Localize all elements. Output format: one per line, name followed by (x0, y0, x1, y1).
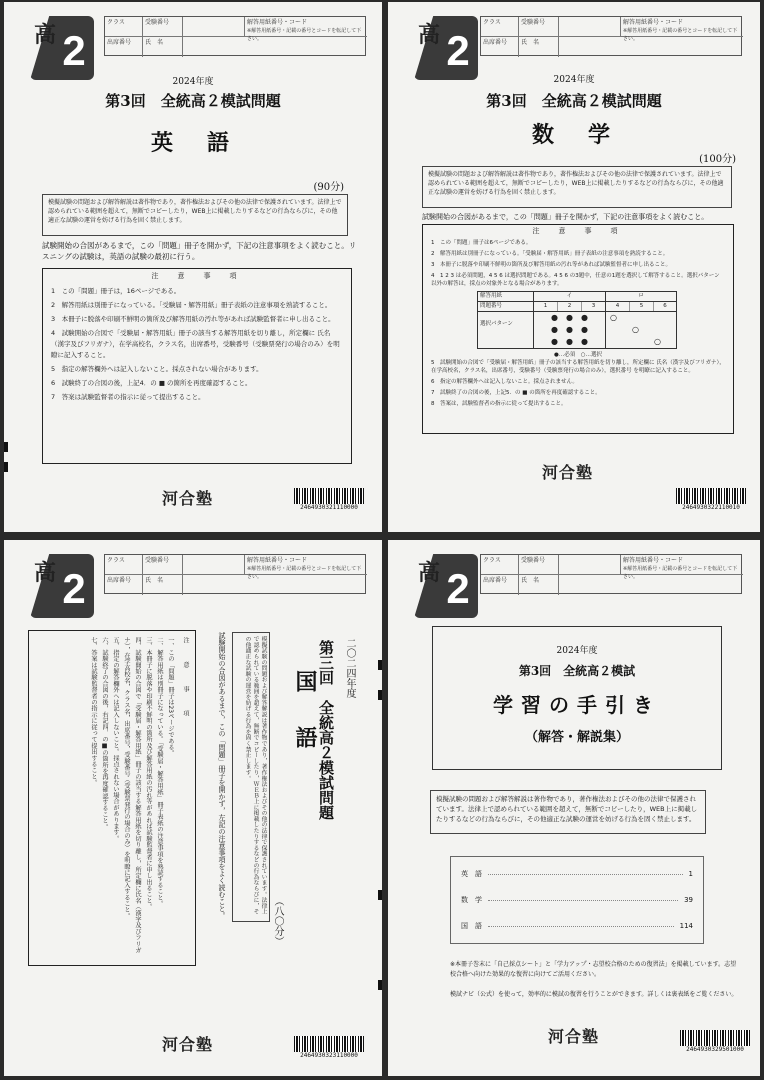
english-booklet-cover (4, 2, 382, 532)
barcode-bars (680, 1030, 750, 1046)
exam-no-field[interactable] (183, 555, 245, 575)
caution-item: 4 1 2 3 は必須問題，4 5 6 は選択問題である。4 5 6 の3題中，任意の1題を選択して解答すること。選択パターン以外の解答は，採点の対象外となる場合があります。 (431, 273, 720, 287)
barcode-number: 2464930329501000 (686, 1046, 744, 1053)
copyright-notice: 模擬試験の問題および解答解説は著作物であり，著作権法およびその他の法律で保護されています。法律上で認められている範囲を超えて，無断でコピーしたり，ＷＥＢ上に掲載したりするなどの行為ならびに，その他適正な試験の運営を妨げる行為を固く禁止します。 (232, 632, 270, 922)
time-limit: （八〇分） (272, 896, 283, 946)
binding-mark (4, 462, 8, 472)
grade-badge (414, 16, 478, 80)
barcode-bars (294, 488, 364, 504)
q-num: 4 (606, 302, 630, 311)
caution-item: 5 試験開始の合図で「受験届・解答用紙」冊子の該当する解答用紙を切り離し，所定欄に 氏名（漢字及びフリガナ），在学高校名，クラス名，出席番号，受験番号（受験票発行の場合のみ），選択番号 を明瞭に記入すること。 (431, 360, 725, 374)
barcode-bars (676, 488, 746, 504)
header-form (104, 16, 366, 56)
time-limit: (90分) (313, 182, 344, 193)
copyright-notice: 模擬試験の問題および解答解説は著作物であり，著作権法およびその他の法律で保護されています。法律上で認められている範囲を超えて，無断でコピーしたり，WEB上に掲載したりするなどの行為ならびに，その他適正な試験の運営を妨げる行為を固く禁止します。 (430, 790, 706, 834)
col-ro: ロ (638, 293, 644, 299)
copyright-notice: 模擬試験の問題および解答解説は著作物であり，著作権法およびその他の法律で保護されています。法律上で認められている範囲を超えて，無断でコピーしたり，WEB上に掲載したりするなどの行為ならびに，その他適正な試験の運営を妨げる行為を固く禁止します。 (422, 166, 732, 208)
question-header: 問題番号 (478, 302, 534, 311)
grade-number: 2 (446, 565, 470, 612)
caution-item: 1 この「問題」冊子は6ページである。 (431, 240, 532, 246)
code-note: ※解答用紙番号・記載の番号とコードを転記して下さい。 (247, 28, 362, 42)
caution-item: 1 この「問題」冊子は，16ページである。 (51, 287, 181, 295)
caution-item: 3 本冊子に脱落や印刷不鮮明の箇所及び解答用紙の汚れ等があれば試験監督者に申し出ること。 (51, 315, 335, 323)
caution-item: 五、指定の解答欄外へは記入しないこと。採点されない場合があります。 (112, 637, 119, 842)
exam-no-label: 受験番号 (519, 17, 559, 37)
kawaijuku-logo: 河合塾 (542, 463, 594, 482)
class-label: クラス (105, 17, 143, 37)
caution-item: 2 解答用紙は別冊子になっている。「受験届・解答用紙」冊子表紙の注意事項を熟読すること。 (51, 301, 332, 309)
barcode-number: 2464930322110010 (682, 504, 740, 511)
caution-item: 二、解答用紙は別冊子になっている。「受験届・解答用紙」冊子表紙の注意事項を熟読すること。 (156, 637, 163, 907)
toc-row[interactable] (451, 861, 703, 887)
barcode (676, 488, 746, 510)
caution-title: 注 意 事 項 (182, 637, 189, 723)
caution-item: 四、試験開始の合図で「受験届・解答用紙」冊子の該当する解答用紙を切り離し，所定欄に氏名（漢字及びフリガナ），在学高校名，クラス名，出席番号，受験番号（受験票発行の場合のみ）を明瞭に記入すること。 (123, 637, 141, 954)
grade-number: 2 (62, 565, 86, 612)
caution-item: 2 解答用紙は別冊子になっている。「受験届・解答用紙」冊子表紙の注意事項を熟読すること。 (431, 251, 669, 257)
grade-badge (414, 554, 478, 618)
barcode (294, 1036, 364, 1058)
exam-title: 第3回 全統高２模試問題 (486, 92, 662, 110)
toc-page: 39 (684, 896, 693, 904)
exam-title: 第三回 全統高２模試問題 (317, 640, 335, 820)
grade-badge (30, 554, 94, 618)
barcode-number: 2464930321110000 (300, 504, 358, 511)
caution-item: 六、試験終了の合図の後，右記四．の■の箇所を再度確認すること。 (101, 637, 108, 830)
name-field[interactable] (559, 575, 743, 595)
caution-item: 6 指定の解答欄外へは記入しないこと。採点されません。 (431, 379, 578, 385)
caution-list-2 (423, 359, 733, 408)
toc-page: 1 (688, 870, 693, 878)
caution-item: 七、答案は試験監督者の指示に従って提出すること。 (90, 637, 97, 786)
year: 2024年度 (556, 646, 598, 656)
kawaijuku-logo: 河合塾 (548, 1027, 600, 1046)
code-note: ※解答用紙番号・記載の番号とコードを転記して下さい。 (247, 566, 362, 580)
exam-no-label: 受験番号 (143, 555, 183, 575)
header-form (104, 554, 366, 594)
q-num: 2 (558, 302, 582, 311)
japanese-booklet-cover (4, 540, 382, 1076)
exam-no-label: 受験番号 (519, 555, 559, 575)
binding-mark (378, 660, 382, 670)
exam-title: 第3回 全統高２模試 (518, 664, 636, 678)
exam-no-field[interactable] (559, 17, 621, 37)
grade-kanji: 高 (34, 22, 57, 48)
code-field[interactable] (245, 555, 367, 580)
toc-subject: 数 学 (461, 896, 482, 904)
code-label: 解答用紙番号・コード (247, 557, 308, 564)
code-field[interactable] (621, 17, 743, 42)
q-num: 1 (534, 302, 558, 311)
caution-title: 注 意 事 項 (151, 272, 243, 280)
barcode-bars (294, 1036, 364, 1052)
toc-subject: 国 語 (461, 922, 482, 930)
caution-item: 三、本冊子に脱落や印刷不鮮明の箇所及び解答用紙の汚れ等があれば試験監督者に申し出ること。 (145, 637, 152, 910)
subject-title: 英 語 (150, 130, 235, 156)
toc-row[interactable] (451, 913, 703, 939)
binding-mark (4, 442, 8, 452)
year: 2024年度 (172, 77, 214, 87)
subject-title: 数 学 (531, 122, 616, 148)
grade-kanji: 高 (418, 560, 441, 586)
year: 2024年度 (553, 75, 595, 85)
guide-title-box (432, 626, 722, 770)
caution-item: 6 試験終了の合図の後，上記4．の ■ の箇所を再度確認すること。 (51, 379, 252, 387)
footnote-moshi-navi: 模試ナビ（公式）を使って，効率的に模試の復習を行うことができます。詳しくは裏表紙をご覧ください。 (450, 991, 738, 998)
binding-mark (378, 980, 382, 990)
q-num: 5 (630, 302, 654, 311)
time-limit: (100分) (699, 154, 736, 165)
col-i: イ (534, 292, 606, 301)
grade-number: 2 (446, 27, 470, 74)
year: 二〇二四年度 (344, 638, 355, 698)
barcode-number: 2464930323110000 (300, 1052, 358, 1059)
caution-box (28, 630, 196, 966)
guide-subtitle: （解答・解説集） (524, 730, 629, 745)
caution-box (422, 224, 734, 434)
q-num: 6 (663, 303, 667, 309)
code-label: 解答用紙番号・コード (247, 19, 308, 26)
kawaijuku-logo: 河合塾 (162, 1035, 214, 1054)
intro-text: 試験開始の合図があるまで，この「問題」冊子を開かず，左記の注意事項をよく読むこと。 (218, 632, 226, 919)
code-label: 解答用紙番号・コード (623, 557, 684, 564)
header-form (480, 554, 742, 594)
grade-kanji: 高 (418, 22, 441, 48)
toc-subject: 英 語 (461, 870, 482, 878)
name-label: 氏 名 (143, 37, 183, 57)
subject-title: 国 語 (292, 670, 318, 754)
selection-marks: ○ ○ ○ (610, 313, 661, 346)
code-label: 解答用紙番号・コード (623, 19, 684, 26)
kawaijuku-logo: 河合塾 (162, 489, 214, 508)
caution-box (42, 268, 352, 464)
name-label: 氏 名 (143, 575, 183, 595)
class-label: クラス (105, 555, 143, 575)
caution-item: 7 答案は試験監督者の指示に従って提出すること。 (51, 393, 205, 401)
table-legend: ●…必須 ○…選択 (553, 352, 603, 358)
code-field[interactable] (245, 17, 367, 42)
selection-table (477, 291, 677, 349)
school-no-label: 出席番号 (481, 575, 519, 595)
class-label: クラス (481, 17, 519, 37)
grade-badge (30, 16, 94, 80)
school-no-label: 出席番号 (105, 575, 143, 595)
caution-item: 7 試験終了の合図の後，上記5．の ■ の箇所を再度確認すること。 (431, 390, 601, 396)
table-of-contents (450, 856, 704, 944)
guide-title: 学習の手引き (493, 693, 661, 717)
caution-item: 5 指定の解答欄外へは記入しないこと。採点されない場合があります。 (51, 365, 263, 373)
q-num: 3 (582, 302, 606, 311)
footnote-self-check: ※本冊子巻末に「自己採点シート」と「学力アップ・志望校合格のための復習法」を掲載しています。志望校合格へ向けた効果的な復習に向けてご活用ください。 (450, 961, 737, 978)
name-field[interactable] (183, 575, 367, 595)
caution-list (423, 239, 733, 288)
school-no-label: 出席番号 (481, 37, 519, 57)
grade-number: 2 (62, 27, 86, 74)
sheet-header: 解答用紙 (478, 292, 534, 301)
binding-mark (378, 690, 382, 700)
caution-item: 一、この「問題」冊子は23ページである。 (167, 637, 174, 757)
grade-kanji: 高 (34, 560, 57, 586)
pattern-label: 選択パターン (478, 312, 534, 348)
caution-title: 注 意 事 項 (532, 227, 624, 235)
code-note: ※解答用紙番号・記載の番号とコードを転記して下さい。 (623, 566, 738, 580)
exam-no-field[interactable] (183, 17, 245, 37)
header-form (480, 16, 742, 56)
math-booklet-cover (388, 2, 760, 532)
toc-page: 114 (679, 922, 693, 930)
caution-item: 8 答案は，試験監督者の指示に従って提出すること。 (431, 401, 567, 407)
name-field[interactable] (183, 37, 367, 57)
code-field[interactable] (621, 555, 743, 580)
caution-item: 4 試験開始の合図で「受験届・解答用紙」冊子の該当する解答用紙を切り離し，所定欄に 氏名（漢字及びフリガナ），在学高校名，クラス名，出席番号，受験番号（受験票発行の場合のみ）を明瞭に記入すること。 (51, 329, 340, 359)
copyright-notice: 模擬試験の問題および解答解説は著作物であり，著作権法およびその他の法律で保護されています。法律上で認められている範囲を超えて，無断でコピーしたり，WEB上に掲載したりするなどの行為ならびに，その他適正な試験の運営を妨げる行為を固く禁止します。 (42, 194, 348, 236)
exam-no-label: 受験番号 (143, 17, 183, 37)
binding-mark (378, 890, 382, 900)
barcode (680, 1030, 750, 1052)
barcode (294, 488, 364, 510)
intro-text: 試験開始の合図があるまで，この「問題」冊子を開かず，下記の注意事項をよく読むこと。 (422, 213, 709, 221)
caution-list (43, 286, 351, 403)
name-label: 氏 名 (519, 575, 559, 595)
caution-item: 3 本冊子に脱落や印刷不鮮明の箇所及び解答用紙の汚れ等があれば試験監督者に申し出ること。 (431, 262, 672, 268)
study-guide-cover (388, 540, 760, 1076)
exam-no-field[interactable] (559, 555, 621, 575)
exam-title: 第3回 全統高２模試問題 (105, 92, 281, 110)
name-label: 氏 名 (519, 37, 559, 57)
toc-row[interactable] (451, 887, 703, 913)
school-no-label: 出席番号 (105, 37, 143, 57)
intro-text: 試験開始の合図があるまで，この「問題」冊子を開かず，下記の注意事項をよく読むこと。リスニングの試験は，英語の試験の最初に行う。 (42, 241, 357, 261)
required-marks: ● ● ● ● ● ● ● ● ● (534, 312, 606, 348)
name-field[interactable] (559, 37, 743, 57)
class-label: クラス (481, 555, 519, 575)
code-note: ※解答用紙番号・記載の番号とコードを転記して下さい。 (623, 28, 738, 42)
